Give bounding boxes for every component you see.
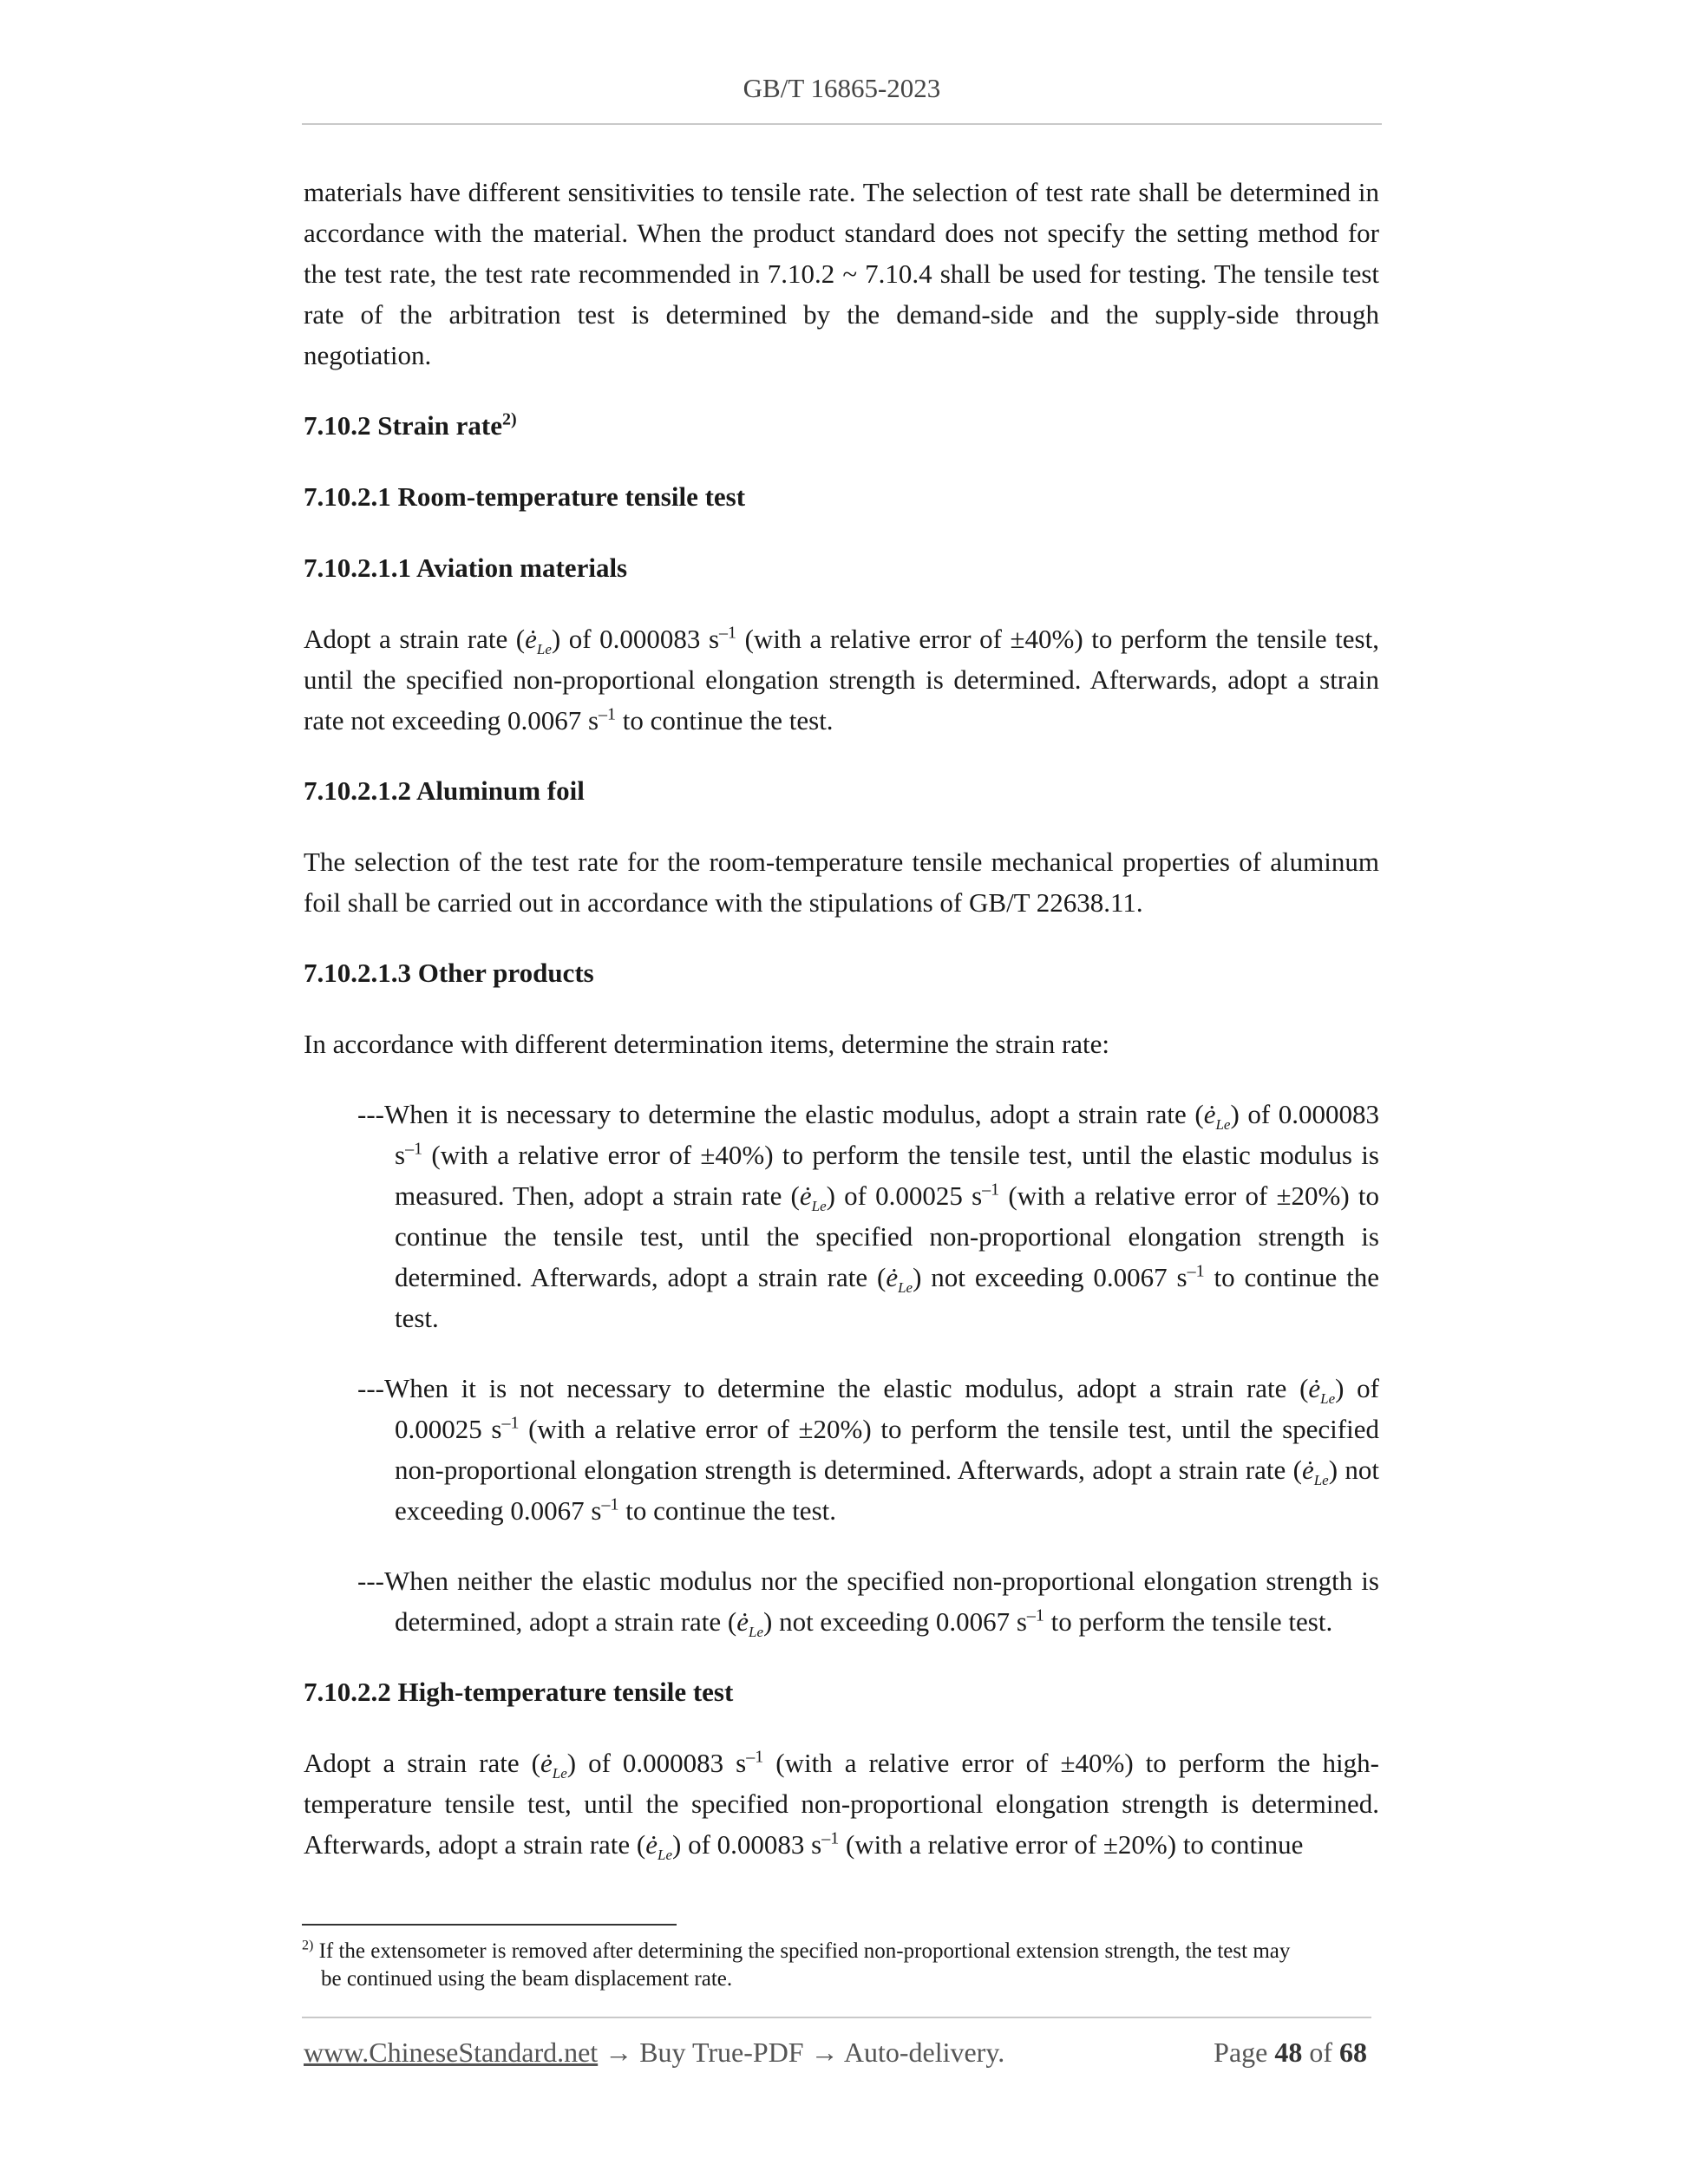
- text-run: (with a relative error of ±20%) to perform the tensile test, until the specified non-proportional elongation strength is determined. Afterwards, adopt a strain rate (: [395, 1414, 1379, 1485]
- high-temperature-paragraph: [304, 1743, 1379, 1865]
- unit-exponent: –1: [746, 1747, 764, 1767]
- symbol-subscript: Le: [1313, 1472, 1329, 1489]
- text-run: ) not exceeding 0.0067 s: [763, 1606, 1027, 1637]
- heading-7-10-2-1: 7.10.2.1 Room-temperature tensile test: [304, 481, 746, 512]
- text-run: ---When it is necessary to determine the elastic modulus, adopt a strain rate (: [357, 1099, 1204, 1129]
- symbol-base: ė: [1203, 1099, 1216, 1129]
- symbol-base: ė: [886, 1262, 899, 1292]
- intro-paragraph: materials have different sensitivities to tensile rate. The selection of test rate shall be determined in accordance with the material. When the product standard does not specify the setting method for the test rate, the test rate recommended in 7.10.2 ~ 7.10.4 shall be used for testing. The tensile test rate of the arbitration test is determined by the demand-side and the supply-side through negotiation.: [304, 177, 1379, 370]
- text-run: ) not exceeding 0.0067 s: [913, 1262, 1187, 1292]
- footnote-text: If the extensometer is removed after determining the specified non-proportional extension strength, the test may: [313, 1939, 1291, 1963]
- symbol-subscript: Le: [1320, 1390, 1336, 1408]
- strain-rate-symbol: [799, 1180, 827, 1215]
- symbol-subscript: Le: [1215, 1116, 1231, 1134]
- symbol-subscript: Le: [658, 1847, 672, 1864]
- footnote-marker: 2): [302, 1938, 314, 1953]
- footnote: [302, 1938, 1377, 1993]
- text-run: Adopt a strain rate (: [304, 624, 526, 654]
- strain-rate-symbol: [736, 1606, 763, 1641]
- text-run: Adopt a strain rate (: [304, 1748, 540, 1778]
- symbol-base: ė: [540, 1748, 553, 1778]
- strain-rate-list: [357, 1094, 1379, 1642]
- text-run: to continue the test.: [616, 705, 834, 736]
- text-run: ) of 0.000083 s: [566, 1748, 747, 1778]
- symbol-base: ė: [1301, 1455, 1314, 1485]
- list-item-elastic-modulus: [357, 1094, 1379, 1338]
- footer-promo: [304, 2033, 1004, 2071]
- unit-exponent: –1: [1187, 1261, 1205, 1281]
- unit-exponent: –1: [501, 1413, 520, 1433]
- aluminum-paragraph: The selection of the test rate for the room-temperature tensile mechanical properties of aluminum foil shall be carried out in accordance with the stipulations of GB/T 22638.11.: [304, 847, 1379, 918]
- symbol-subscript: Le: [749, 1624, 763, 1641]
- text-run: to perform the tensile test.: [1044, 1606, 1333, 1637]
- heading-7-10-2: [304, 405, 1379, 446]
- text-run: ) not exceeding 0.0067 s: [395, 1455, 1379, 1526]
- footnote-text-continued: be continued using the beam displacement rate.: [321, 1967, 733, 1991]
- symbol-base: ė: [525, 624, 537, 654]
- total-pages: 68: [1339, 2037, 1367, 2068]
- current-page: 48: [1274, 2037, 1303, 2068]
- list-item-neither: [357, 1560, 1379, 1642]
- strain-rate-symbol: [540, 1748, 567, 1782]
- heading-7-10-2-1-2: 7.10.2.1.2 Aluminum foil: [304, 775, 585, 806]
- text-run: ) of 0.000083 s: [551, 624, 720, 654]
- heading-7-10-2-2: 7.10.2.2 High-temperature tensile test: [304, 1677, 734, 1707]
- promo-text: → Buy True-PDF → Auto-delivery.: [598, 2037, 1005, 2068]
- text-run: (with a relative error of ±20%) to continue: [839, 1829, 1304, 1860]
- text-run: (with a relative error of ±40%) to perform the tensile test, until the elastic modulus is measured. Then, adopt a strain rate (: [395, 1140, 1379, 1211]
- text-run: to continue the test.: [395, 1262, 1379, 1333]
- page-label: Page: [1214, 2037, 1268, 2068]
- aviation-paragraph: [304, 618, 1379, 741]
- text-run: ) of 0.00025 s: [826, 1180, 983, 1211]
- symbol-base: ė: [799, 1180, 812, 1211]
- text-run: ---When it is not necessary to determine the elastic modulus, adopt a strain rate (: [357, 1373, 1309, 1403]
- text-run: ) of 0.00025 s: [395, 1373, 1379, 1444]
- list-item-no-elastic-modulus: [357, 1368, 1379, 1531]
- symbol-base: ė: [1308, 1373, 1321, 1403]
- of-label: of: [1309, 2037, 1332, 2068]
- strain-rate-symbol: [886, 1262, 913, 1297]
- text-run: to continue the test.: [618, 1495, 836, 1526]
- strain-rate-symbol: [1301, 1455, 1329, 1489]
- symbol-subscript: Le: [898, 1279, 913, 1297]
- footer-divider: [302, 2017, 1371, 2018]
- page-number: [1214, 2033, 1367, 2071]
- strain-rate-symbol: [1203, 1099, 1231, 1134]
- site-link[interactable]: www.ChineseStandard.net: [304, 2037, 599, 2068]
- heading-text: 7.10.2 Strain rate: [304, 410, 503, 441]
- other-products-paragraph: In accordance with different determination items, determine the strain rate:: [304, 1029, 1110, 1059]
- symbol-base: ė: [736, 1606, 749, 1637]
- heading-7-10-2-1-3: 7.10.2.1.3 Other products: [304, 958, 594, 988]
- footnote-ref[interactable]: 2): [502, 409, 517, 429]
- unit-exponent: –1: [982, 1180, 1000, 1200]
- text-run: ) of 0.000083 s: [395, 1099, 1379, 1170]
- symbol-subscript: Le: [552, 1765, 567, 1782]
- footnote-divider: [302, 1924, 677, 1926]
- page-header: [302, 61, 1382, 125]
- strain-rate-symbol: [1308, 1373, 1336, 1408]
- text-run: ---When neither the elastic modulus nor the specified non-proportional elongation strength is determined, adopt a strain rate (: [357, 1566, 1379, 1637]
- unit-exponent: –1: [599, 704, 617, 724]
- unit-exponent: –1: [821, 1828, 840, 1848]
- strain-rate-symbol: [645, 1829, 672, 1864]
- text-run: (with a relative error of ±40%) to perform the high-temperature tensile test, until the specified non-proportional elongation strength is determined. Afterwards, adopt a strain rate (: [304, 1748, 1379, 1860]
- unit-exponent: –1: [601, 1494, 619, 1514]
- text-run: ) of 0.00083 s: [672, 1829, 822, 1860]
- text-run: (with a relative error of ±20%) to continue the tensile test, until the specified non-proportional elongation strength is determined. Afterwards, adopt a strain rate (: [395, 1180, 1379, 1292]
- standard-code: GB/T 16865-2023: [743, 73, 941, 103]
- unit-exponent: –1: [719, 623, 737, 643]
- page-footer: [304, 2033, 1367, 2071]
- symbol-base: ė: [645, 1829, 658, 1860]
- strain-rate-symbol: [525, 624, 552, 658]
- unit-exponent: –1: [405, 1139, 423, 1159]
- symbol-subscript: Le: [536, 641, 552, 658]
- unit-exponent: –1: [1026, 1605, 1044, 1625]
- text-run: (with a relative error of ±40%) to perform the tensile test, until the specified non-proportional elongation strength is determined. Afterwards, adopt a strain rate not exceeding 0.0067 s: [304, 624, 1379, 736]
- heading-7-10-2-1-1: 7.10.2.1.1 Aviation materials: [304, 553, 628, 583]
- symbol-subscript: Le: [811, 1198, 827, 1215]
- page-content: [304, 172, 1379, 1865]
